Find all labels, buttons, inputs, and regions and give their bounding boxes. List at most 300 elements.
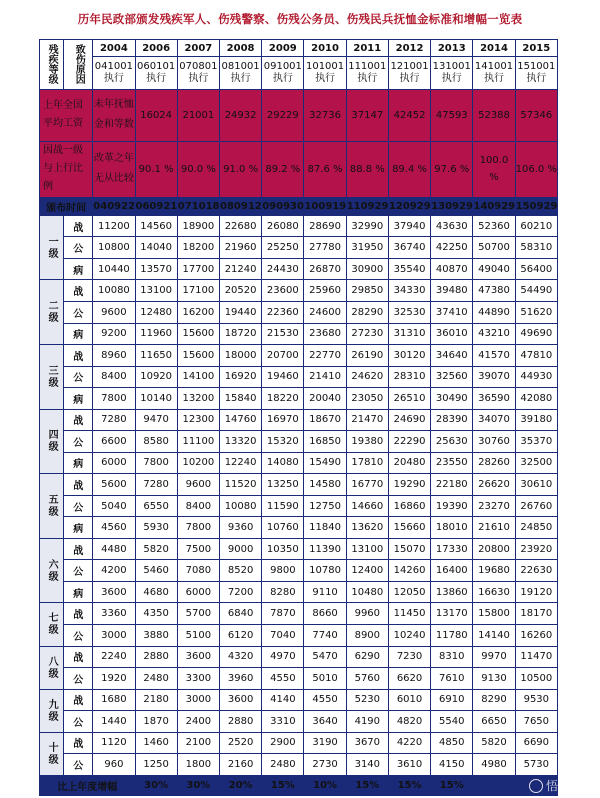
amount-cell: 3640 [304, 711, 346, 733]
increase-value [473, 775, 515, 795]
amount-cell: 15660 [388, 517, 430, 539]
doc-suffix: 执行 [103, 72, 124, 84]
amount-cell: 13620 [346, 517, 388, 539]
amount-cell: 6000 [93, 452, 135, 474]
doc-number-cell [515, 57, 557, 89]
amount-cell: 2480 [135, 668, 177, 690]
amount-cell: 7230 [388, 646, 430, 668]
date-value: 140929 [473, 197, 515, 215]
amount-cell: 6550 [135, 495, 177, 517]
wage-value: 42452 [388, 89, 430, 142]
table-row [40, 581, 558, 603]
cause-type: 战 [64, 732, 93, 754]
amount-cell: 6000 [177, 581, 219, 603]
amount-cell: 25960 [304, 280, 346, 302]
table-row [40, 280, 558, 302]
amount-cell: 36740 [388, 237, 430, 259]
date-label: 颁布时间 [40, 197, 93, 215]
amount-cell: 10500 [515, 668, 557, 690]
amount-cell: 22180 [431, 474, 473, 496]
amount-cell: 12750 [304, 495, 346, 517]
table-row [40, 732, 558, 754]
amount-cell: 30490 [431, 388, 473, 410]
amount-cell: 960 [93, 754, 135, 776]
amount-cell: 6290 [346, 646, 388, 668]
year-cell: 2007 [177, 40, 219, 57]
cause-type: 病 [64, 258, 93, 280]
doc-number-cell [135, 57, 177, 89]
amount-cell: 2240 [93, 646, 135, 668]
amount-cell: 8280 [262, 581, 304, 603]
amount-cell: 4820 [388, 711, 430, 733]
increase-row [40, 775, 558, 795]
doc-number-cell [304, 57, 346, 89]
doc-suffix: 执行 [188, 72, 209, 84]
amount-cell: 5600 [93, 474, 135, 496]
wage-value: 52388 [473, 89, 515, 142]
table-row [40, 560, 558, 582]
amount-cell: 9200 [93, 323, 135, 345]
cause-type: 战 [64, 474, 93, 496]
date-value: 100919 [304, 197, 346, 215]
amount-cell: 9960 [346, 603, 388, 625]
level-header [40, 40, 64, 90]
table-row [40, 624, 558, 646]
amount-cell: 10200 [177, 452, 219, 474]
amount-cell: 16850 [304, 431, 346, 453]
cause-type: 公 [64, 711, 93, 733]
doc-number: 041001 [94, 60, 133, 72]
amount-cell: 10080 [219, 495, 261, 517]
amount-cell: 2160 [219, 754, 261, 776]
amount-cell: 9360 [219, 517, 261, 539]
amount-cell: 16770 [346, 474, 388, 496]
table-row [40, 323, 558, 345]
amount-cell: 31950 [346, 237, 388, 259]
amount-cell: 7040 [262, 624, 304, 646]
amount-cell: 42250 [431, 237, 473, 259]
amount-cell: 24430 [262, 258, 304, 280]
amount-cell: 26190 [346, 345, 388, 367]
amount-cell: 36590 [473, 388, 515, 410]
grade-label-text: 六级 [46, 558, 58, 583]
amount-cell: 9000 [219, 538, 261, 560]
amount-cell: 37410 [431, 302, 473, 324]
ratio-value: 87.6 % [304, 142, 346, 198]
amount-cell: 5010 [304, 668, 346, 690]
cause-type: 战 [64, 689, 93, 711]
amount-cell: 10440 [93, 258, 135, 280]
amount-cell: 11470 [515, 646, 557, 668]
grade-label [40, 215, 64, 280]
amount-cell: 13250 [262, 474, 304, 496]
amount-cell: 34640 [431, 345, 473, 367]
amount-cell: 39070 [473, 366, 515, 388]
amount-cell: 10240 [388, 624, 430, 646]
amount-cell: 5540 [431, 711, 473, 733]
amount-cell: 6840 [219, 603, 261, 625]
amount-cell: 2520 [219, 732, 261, 754]
amount-cell: 20800 [473, 538, 515, 560]
wage-value: 29229 [262, 89, 304, 142]
subsidy-table [39, 39, 558, 796]
amount-cell: 23920 [515, 538, 557, 560]
amount-cell: 11960 [135, 323, 177, 345]
doc-number-cell [219, 57, 261, 89]
amount-cell: 6600 [93, 431, 135, 453]
amount-cell: 19380 [346, 431, 388, 453]
amount-cell: 13170 [431, 603, 473, 625]
amount-cell: 15070 [388, 538, 430, 560]
amount-cell: 3360 [93, 603, 135, 625]
amount-cell: 9970 [473, 646, 515, 668]
amount-cell: 15490 [304, 452, 346, 474]
amount-cell: 16920 [219, 366, 261, 388]
amount-cell: 28390 [431, 409, 473, 431]
table-row [40, 474, 558, 496]
grade-label [40, 538, 64, 603]
grade-label [40, 280, 64, 345]
grade-label [40, 603, 64, 646]
amount-cell: 7280 [93, 409, 135, 431]
amount-cell: 4140 [262, 689, 304, 711]
amount-cell: 18170 [515, 603, 557, 625]
table-row [40, 366, 558, 388]
amount-cell: 1250 [135, 754, 177, 776]
year-cell: 2010 [304, 40, 346, 57]
watermark-text: 悟空问答 [545, 779, 594, 793]
doc-number: 091001 [263, 60, 302, 72]
amount-cell: 7870 [262, 603, 304, 625]
cause-type: 战 [64, 345, 93, 367]
amount-cell: 7200 [219, 581, 261, 603]
year-cell: 2009 [262, 40, 304, 57]
ratio-value: 89.2 % [262, 142, 304, 198]
year-cell: 2015 [515, 40, 557, 57]
ratio-value: 88.8 % [346, 142, 388, 198]
amount-cell: 9130 [473, 668, 515, 690]
doc-number-cell [431, 57, 473, 89]
amount-cell: 3670 [346, 732, 388, 754]
wage-value: 16024 [135, 89, 177, 142]
date-row [40, 197, 558, 215]
amount-cell: 32530 [388, 302, 430, 324]
amount-cell: 7740 [304, 624, 346, 646]
cause-type: 战 [64, 646, 93, 668]
amount-cell: 14580 [304, 474, 346, 496]
amount-cell: 35540 [388, 258, 430, 280]
amount-cell: 23680 [304, 323, 346, 345]
amount-cell: 13320 [219, 431, 261, 453]
amount-cell: 30900 [346, 258, 388, 280]
amount-cell: 13200 [177, 388, 219, 410]
cause-header [64, 40, 93, 90]
cause-type: 病 [64, 323, 93, 345]
table-row [40, 603, 558, 625]
amount-cell: 2880 [219, 711, 261, 733]
amount-cell: 25250 [262, 237, 304, 259]
amount-cell: 8580 [135, 431, 177, 453]
wage-note: 未年抚恤金和等数 [93, 89, 135, 142]
amount-cell: 10800 [93, 237, 135, 259]
amount-cell: 30120 [388, 345, 430, 367]
amount-cell: 27780 [304, 237, 346, 259]
amount-cell: 26510 [388, 388, 430, 410]
amount-cell: 16260 [515, 624, 557, 646]
amount-cell: 41570 [473, 345, 515, 367]
cause-type: 病 [64, 388, 93, 410]
amount-cell: 7800 [93, 388, 135, 410]
date-value: 080912 [219, 197, 261, 215]
wage-label: 上年全国平均工资 [40, 89, 93, 142]
amount-cell: 20040 [304, 388, 346, 410]
amount-cell: 11780 [431, 624, 473, 646]
table-row [40, 711, 558, 733]
grade-label-text: 八级 [46, 655, 58, 680]
ratio-value: 90.1 % [135, 142, 177, 198]
amount-cell: 4550 [304, 689, 346, 711]
grade-label-text: 九级 [46, 698, 58, 723]
amount-cell: 8520 [219, 560, 261, 582]
doc-number: 101001 [305, 60, 345, 72]
amount-cell: 4560 [93, 517, 135, 539]
doc-suffix: 执行 [357, 72, 378, 84]
date-value: 060921 [135, 197, 177, 215]
cause-type: 战 [64, 409, 93, 431]
amount-cell: 24690 [388, 409, 430, 431]
amount-cell: 50700 [473, 237, 515, 259]
amount-cell: 2180 [135, 689, 177, 711]
amount-cell: 28690 [304, 215, 346, 237]
amount-cell: 3600 [177, 646, 219, 668]
increase-value: 15% [388, 775, 430, 795]
grade-label [40, 474, 64, 539]
doc-number-row [40, 57, 558, 89]
amount-cell: 21610 [473, 517, 515, 539]
table-row [40, 237, 558, 259]
grade-label-text: 二级 [46, 300, 58, 325]
amount-cell: 7650 [515, 711, 557, 733]
amount-cell: 4200 [93, 560, 135, 582]
amount-cell: 12300 [177, 409, 219, 431]
amount-cell: 8900 [346, 624, 388, 646]
date-value: 150929 [515, 197, 557, 215]
grade-label-text: 五级 [46, 494, 58, 519]
cause-type: 公 [64, 668, 93, 690]
amount-cell: 1920 [93, 668, 135, 690]
amount-cell: 21410 [304, 366, 346, 388]
ratio-value: 90.0 % [177, 142, 219, 198]
amount-cell: 32560 [431, 366, 473, 388]
amount-cell: 20480 [388, 452, 430, 474]
ratio-note: 改革之年无从比较 [93, 142, 135, 198]
grade-label-text: 三级 [46, 364, 58, 389]
ratio-value: 106.0 % [515, 142, 557, 198]
amount-cell: 2900 [262, 732, 304, 754]
amount-cell: 14080 [262, 452, 304, 474]
amount-cell: 14040 [135, 237, 177, 259]
amount-cell: 22290 [388, 431, 430, 453]
year-cell: 2012 [388, 40, 430, 57]
increase-label: 比上年度增幅 [40, 775, 136, 795]
amount-cell: 4850 [431, 732, 473, 754]
level-header-text: 残疾等级 [46, 44, 58, 85]
doc-number-cell [262, 57, 304, 89]
amount-cell: 13100 [135, 280, 177, 302]
amount-cell: 5460 [135, 560, 177, 582]
amount-cell: 11390 [304, 538, 346, 560]
amount-cell: 35370 [515, 431, 557, 453]
amount-cell: 7800 [177, 517, 219, 539]
amount-cell: 3190 [304, 732, 346, 754]
ratio-value: 100.0 % [473, 142, 515, 198]
amount-cell: 2100 [177, 732, 219, 754]
amount-cell: 6010 [388, 689, 430, 711]
cause-type: 战 [64, 538, 93, 560]
amount-cell: 21240 [219, 258, 261, 280]
increase-value: 15% [346, 775, 388, 795]
amount-cell: 30610 [515, 474, 557, 496]
doc-number: 111001 [348, 60, 387, 72]
amount-cell: 21470 [346, 409, 388, 431]
amount-cell: 51620 [515, 302, 557, 324]
amount-cell: 10140 [135, 388, 177, 410]
amount-cell: 7500 [177, 538, 219, 560]
amount-cell: 3300 [177, 668, 219, 690]
amount-cell: 12480 [135, 302, 177, 324]
page-title: 历年民政部颁发残疾军人、伤残警察、伤残公务员、伤残民兵抚恤金标准和增幅一览表 [77, 12, 523, 26]
year-cell: 2008 [219, 40, 261, 57]
amount-cell: 9600 [177, 474, 219, 496]
watermark [529, 777, 594, 794]
doc-number-cell [388, 57, 430, 89]
grade-label-text: 七级 [46, 612, 58, 637]
amount-cell: 19120 [515, 581, 557, 603]
amount-cell: 8400 [93, 366, 135, 388]
amount-cell: 16860 [388, 495, 430, 517]
amount-cell: 8310 [431, 646, 473, 668]
amount-cell: 31310 [388, 323, 430, 345]
grade-label-text: 四级 [46, 429, 58, 454]
amount-cell: 12400 [346, 560, 388, 582]
amount-cell: 6120 [219, 624, 261, 646]
amount-cell: 26620 [473, 474, 515, 496]
amount-cell: 17700 [177, 258, 219, 280]
amount-cell: 3000 [177, 689, 219, 711]
amount-cell: 1440 [93, 711, 135, 733]
cause-type: 公 [64, 754, 93, 776]
ratio-row [40, 142, 558, 198]
amount-cell: 11100 [177, 431, 219, 453]
amount-cell: 28260 [473, 452, 515, 474]
amount-cell: 43630 [431, 215, 473, 237]
amount-cell: 3000 [93, 624, 135, 646]
amount-cell: 5040 [93, 495, 135, 517]
amount-cell: 23600 [262, 280, 304, 302]
table-row [40, 668, 558, 690]
amount-cell: 26760 [515, 495, 557, 517]
amount-cell: 19390 [431, 495, 473, 517]
amount-cell: 10080 [93, 280, 135, 302]
amount-cell: 22360 [262, 302, 304, 324]
amount-cell: 32990 [346, 215, 388, 237]
amount-cell: 18670 [304, 409, 346, 431]
amount-cell: 28290 [346, 302, 388, 324]
amount-cell: 1120 [93, 732, 135, 754]
wage-value: 21001 [177, 89, 219, 142]
amount-cell: 14140 [473, 624, 515, 646]
doc-number-cell [346, 57, 388, 89]
table-row [40, 452, 558, 474]
cause-type: 公 [64, 366, 93, 388]
amount-cell: 3610 [388, 754, 430, 776]
amount-cell: 36010 [431, 323, 473, 345]
amount-cell: 4220 [388, 732, 430, 754]
amount-cell: 16630 [473, 581, 515, 603]
wukong-logo-icon [529, 779, 543, 793]
cause-header-text: 致伤原因 [73, 44, 85, 85]
doc-number: 141001 [474, 60, 514, 72]
amount-cell: 23050 [346, 388, 388, 410]
amount-cell: 22770 [304, 345, 346, 367]
amount-cell: 8400 [177, 495, 219, 517]
doc-number-cell [473, 57, 515, 89]
amount-cell: 23270 [473, 495, 515, 517]
year-cell: 2006 [135, 40, 177, 57]
doc-number: 151001 [517, 60, 556, 72]
amount-cell: 11840 [304, 517, 346, 539]
doc-number: 131001 [432, 60, 471, 72]
cause-type: 战 [64, 215, 93, 237]
table-row [40, 689, 558, 711]
increase-value: 30% [135, 775, 177, 795]
amount-cell: 4320 [219, 646, 261, 668]
wage-value: 37147 [346, 89, 388, 142]
year-cell: 2011 [346, 40, 388, 57]
amount-cell: 23550 [431, 452, 473, 474]
amount-cell: 58310 [515, 237, 557, 259]
amount-cell: 4550 [262, 668, 304, 690]
amount-cell: 20700 [262, 345, 304, 367]
amount-cell: 60210 [515, 215, 557, 237]
amount-cell: 34330 [388, 280, 430, 302]
amount-cell: 8960 [93, 345, 135, 367]
table-row [40, 538, 558, 560]
amount-cell: 34070 [473, 409, 515, 431]
amount-cell: 6910 [431, 689, 473, 711]
amount-cell: 10350 [262, 538, 304, 560]
date-value: 120929 [388, 197, 430, 215]
amount-cell: 4970 [262, 646, 304, 668]
amount-cell: 40870 [431, 258, 473, 280]
cause-type: 公 [64, 495, 93, 517]
wage-value: 32736 [304, 89, 346, 142]
table-row [40, 431, 558, 453]
wage-value: 57346 [515, 89, 557, 142]
grade-label [40, 689, 64, 732]
amount-cell: 11200 [93, 215, 135, 237]
ratio-value: 89.4 % [388, 142, 430, 198]
amount-cell: 52360 [473, 215, 515, 237]
amount-cell: 16400 [431, 560, 473, 582]
amount-cell: 9800 [262, 560, 304, 582]
amount-cell: 18000 [219, 345, 261, 367]
amount-cell: 13570 [135, 258, 177, 280]
amount-cell: 7610 [431, 668, 473, 690]
amount-cell: 24600 [304, 302, 346, 324]
doc-suffix: 执行 [484, 72, 504, 84]
grade-label-text: 一级 [46, 235, 58, 260]
